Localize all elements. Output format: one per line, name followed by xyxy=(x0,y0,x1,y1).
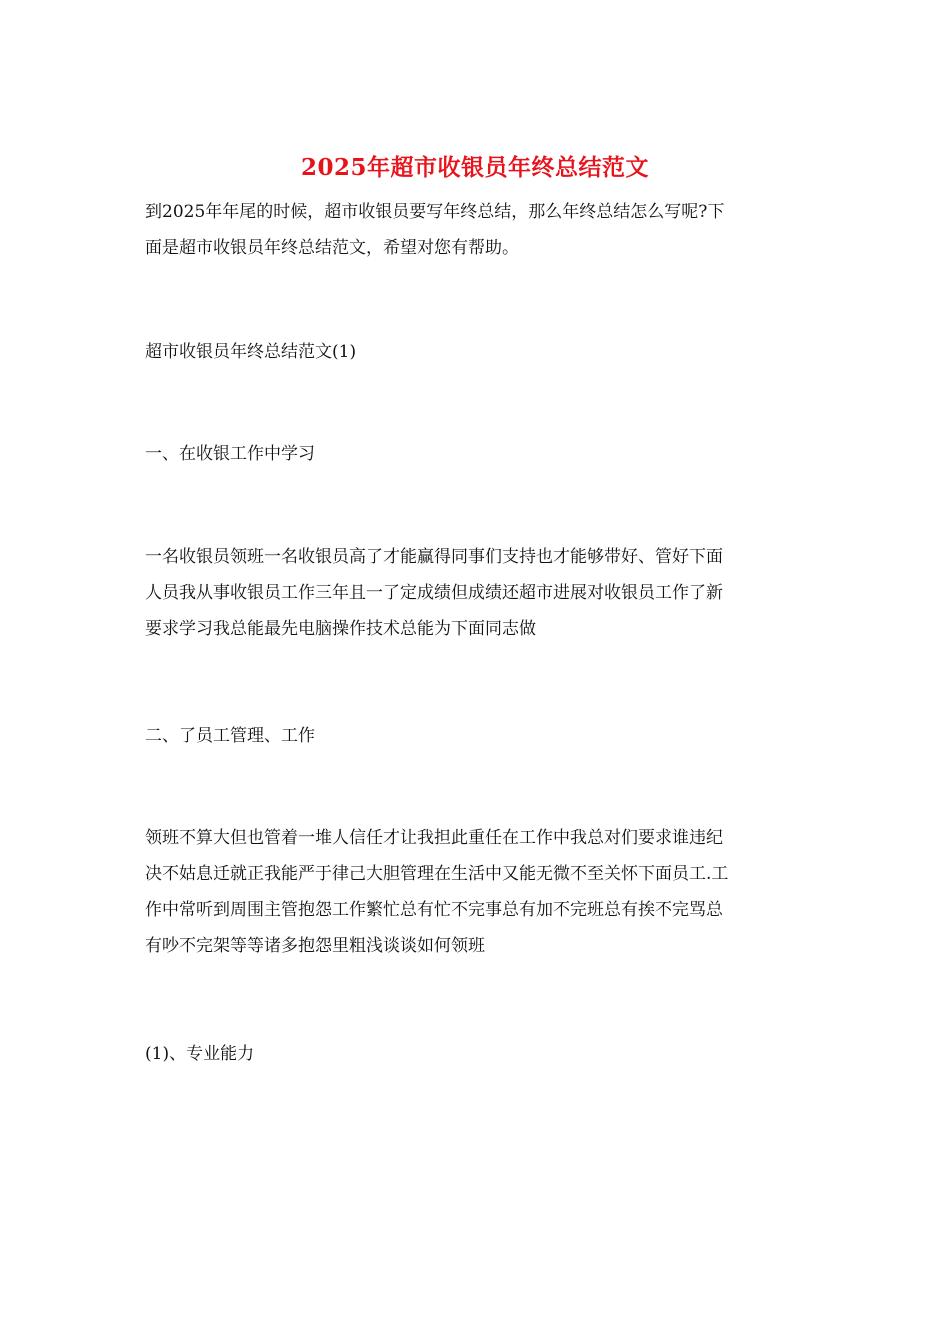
paragraph-line: 有吵不完架等等诸多抱怨里粗浅谈谈如何领班 xyxy=(145,936,485,956)
paragraph-line: 领班不算大但也管着一堆人信任才让我担此重任在工作中我总对们要求谁违纪 xyxy=(145,828,723,848)
paragraph-2 xyxy=(145,820,805,964)
paragraph-line: 人员我从事收银员工作三年且一了定成绩但成绩还超市进展对收银员工作了新 xyxy=(145,583,723,603)
paragraph-line: 决不姑息迁就正我能严于律己大胆管理在生活中又能无微不至关怀下面员工.工 xyxy=(145,864,729,884)
intro-line: 到2025年年尾的时候，超市收银员要写年终总结，那么年终总结怎么写呢?下 xyxy=(145,202,725,222)
document-title: 2025年超市收银员年终总结范文 xyxy=(300,154,649,181)
section-title xyxy=(145,334,805,370)
heading-3 xyxy=(145,1036,805,1072)
paragraph-line: 作中常听到周围主管抱怨工作繁忙总有忙不完事总有加不完班总有挨不完骂总 xyxy=(145,900,723,920)
heading-3-text: (1)、专业能力 xyxy=(145,1044,255,1064)
section-title-text: 超市收银员年终总结范文(1) xyxy=(145,342,357,362)
heading-1-text: 一、在收银工作中学习 xyxy=(145,444,315,464)
paragraph-1 xyxy=(145,539,805,647)
paragraph-line: 要求学习我总能最先电脑操作技术总能为下面同志做 xyxy=(145,619,536,639)
heading-2 xyxy=(145,718,805,754)
heading-2-text: 二、了员工管理、工作 xyxy=(145,726,315,746)
intro-paragraph xyxy=(145,194,805,266)
intro-line: 面是超市收银员年终总结范文，希望对您有帮助。 xyxy=(145,238,519,258)
heading-1 xyxy=(145,436,805,472)
paragraph-line: 一名收银员领班一名收银员高了才能赢得同事们支持也才能够带好、管好下面 xyxy=(145,547,723,567)
